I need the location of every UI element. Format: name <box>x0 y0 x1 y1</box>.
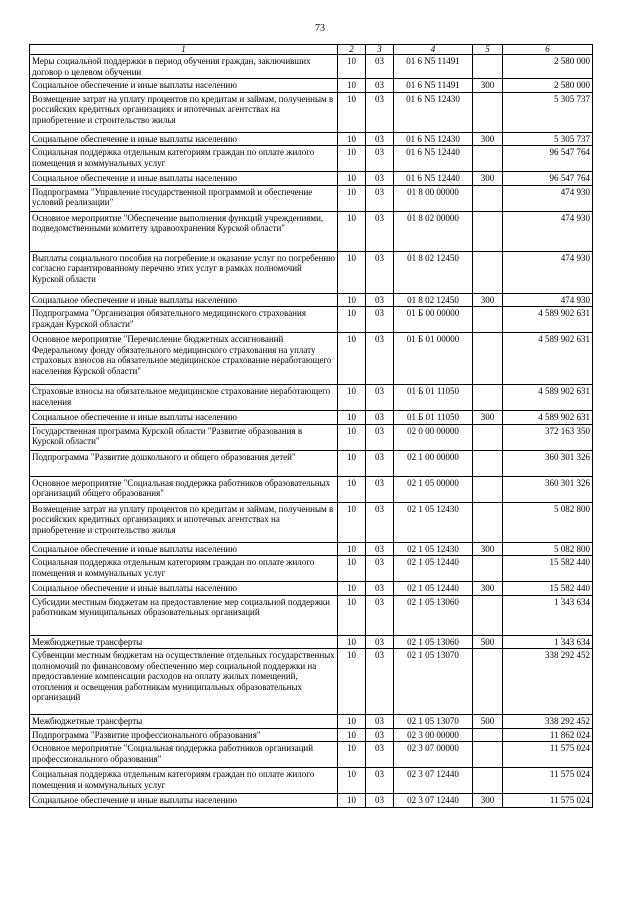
row-name: Выплаты социального пособия на погребение и оказание услуг по погребению согласно гарантированному перечню этих услуг в рамках полномочий Курской области <box>30 251 338 293</box>
row-section: 10 <box>338 742 366 768</box>
row-expense-type <box>473 307 503 333</box>
row-expense-type <box>473 385 503 411</box>
row-name: Социальное обеспечение и иные выплаты населению <box>30 172 338 186</box>
row-target-article: 02 1 05 13070 <box>394 649 473 715</box>
column-header: 6 <box>503 45 593 55</box>
row-name: Подпрограмма "Развитие профессионального образования" <box>30 728 338 742</box>
row-name: Социальное обеспечение и иные выплаты населению <box>30 293 338 307</box>
row-expense-type <box>473 211 503 251</box>
row-section: 10 <box>338 582 366 596</box>
table-row <box>30 742 593 768</box>
row-subsection: 03 <box>366 79 394 93</box>
row-subsection: 03 <box>366 715 394 729</box>
column-header: 3 <box>366 45 394 55</box>
row-name: Социальное обеспечение и иные выплаты населению <box>30 542 338 556</box>
row-subsection: 03 <box>366 450 394 476</box>
row-expense-type <box>473 92 503 132</box>
row-name: Социальное обеспечение и иные выплаты населению <box>30 582 338 596</box>
row-subsection: 03 <box>366 293 394 307</box>
row-amount: 474 930 <box>503 251 593 293</box>
row-name: Межбюджетные трансферты <box>30 715 338 729</box>
row-target-article: 02 1 05 13060 <box>394 595 473 635</box>
row-amount: 15 582 440 <box>503 556 593 582</box>
row-target-article: 01 Б 01 11050 <box>394 385 473 411</box>
table-row <box>30 582 593 596</box>
row-expense-type: 300 <box>473 794 503 808</box>
row-expense-type <box>473 450 503 476</box>
row-target-article: 02 3 00 00000 <box>394 728 473 742</box>
row-amount: 372 163 350 <box>503 424 593 450</box>
row-subsection: 03 <box>366 582 394 596</box>
row-section: 10 <box>338 79 366 93</box>
table-row <box>30 542 593 556</box>
table-row <box>30 211 593 251</box>
row-subsection: 03 <box>366 542 394 556</box>
row-section: 10 <box>338 251 366 293</box>
table-row <box>30 768 593 794</box>
table-row <box>30 556 593 582</box>
row-section: 10 <box>338 502 366 542</box>
row-name: Социальное обеспечение и иные выплаты населению <box>30 132 338 146</box>
row-target-article: 01 Б 01 11050 <box>394 411 473 425</box>
row-subsection: 03 <box>366 251 394 293</box>
row-amount: 5 305 737 <box>503 92 593 132</box>
row-name: Подпрограмма "Управление государственной программой и обеспечение условий реализации" <box>30 185 338 211</box>
table-row <box>30 649 593 715</box>
row-name: Страховые взносы на обязательное медицинское страхование неработающего населения <box>30 385 338 411</box>
row-target-article: 01 Б 00 00000 <box>394 307 473 333</box>
row-amount: 360 301 326 <box>503 476 593 502</box>
table-row <box>30 79 593 93</box>
row-section: 10 <box>338 424 366 450</box>
table-row <box>30 55 593 79</box>
row-target-article: 01 8 02 12450 <box>394 293 473 307</box>
row-expense-type: 300 <box>473 293 503 307</box>
row-expense-type <box>473 742 503 768</box>
table-row <box>30 92 593 132</box>
row-section: 10 <box>338 649 366 715</box>
row-subsection: 03 <box>366 146 394 172</box>
row-expense-type: 300 <box>473 79 503 93</box>
row-target-article: 02 1 05 12430 <box>394 542 473 556</box>
row-expense-type: 300 <box>473 172 503 186</box>
row-name: Социальная поддержка отдельным категориям граждан по оплате жилого помещения и коммунальных услуг <box>30 768 338 794</box>
row-target-article: 01 Б 01 00000 <box>394 333 473 385</box>
table-row <box>30 595 593 635</box>
table-row <box>30 794 593 808</box>
row-amount: 474 930 <box>503 293 593 307</box>
row-subsection: 03 <box>366 635 394 649</box>
page-number: 73 <box>315 23 325 34</box>
row-name: Подпрограмма "Развитие дошкольного и общего образования детей" <box>30 450 338 476</box>
row-amount: 338 292 452 <box>503 649 593 715</box>
row-target-article: 01 8 02 12450 <box>394 251 473 293</box>
column-header: 1 <box>30 45 338 55</box>
row-section: 10 <box>338 635 366 649</box>
row-name: Основное мероприятие "Обеспечение выполнения функций учреждениями, подведомственными комитету здравоохранения Курской области" <box>30 211 338 251</box>
row-name: Социальное обеспечение и иные выплаты населению <box>30 794 338 808</box>
row-section: 10 <box>338 542 366 556</box>
row-amount: 474 930 <box>503 211 593 251</box>
row-section: 10 <box>338 768 366 794</box>
row-amount: 96 547 764 <box>503 172 593 186</box>
column-header: 4 <box>394 45 473 55</box>
row-target-article: 01 8 02 00000 <box>394 211 473 251</box>
row-amount: 1 343 634 <box>503 595 593 635</box>
row-name: Основное мероприятие "Социальная поддержка работников организаций профессионального образования" <box>30 742 338 768</box>
row-subsection: 03 <box>366 728 394 742</box>
row-amount: 4 589 902 631 <box>503 385 593 411</box>
row-subsection: 03 <box>366 132 394 146</box>
row-name: Социальная поддержка отдельным категориям граждан по оплате жилого помещения и коммунальных услуг <box>30 146 338 172</box>
table-row <box>30 132 593 146</box>
row-section: 10 <box>338 307 366 333</box>
row-amount: 5 305 737 <box>503 132 593 146</box>
row-expense-type <box>473 502 503 542</box>
row-target-article: 01 6 N5 12440 <box>394 172 473 186</box>
row-target-article: 02 0 00 00000 <box>394 424 473 450</box>
row-subsection: 03 <box>366 307 394 333</box>
row-target-article: 01 6 N5 12430 <box>394 132 473 146</box>
row-expense-type <box>473 185 503 211</box>
row-name: Основное мероприятие "Перечисление бюджетных ассигнований Федеральному фонду обязательного медицинского страхования на уплату страховых взносов на обязательное медицинское страхование неработающего населения Курской области" <box>30 333 338 385</box>
row-section: 10 <box>338 476 366 502</box>
row-amount: 15 582 440 <box>503 582 593 596</box>
row-amount: 11 575 024 <box>503 768 593 794</box>
row-subsection: 03 <box>366 185 394 211</box>
row-amount: 4 589 902 631 <box>503 411 593 425</box>
column-header: 5 <box>473 45 503 55</box>
row-section: 10 <box>338 333 366 385</box>
row-subsection: 03 <box>366 424 394 450</box>
row-subsection: 03 <box>366 742 394 768</box>
row-amount: 4 589 902 631 <box>503 307 593 333</box>
row-amount: 5 082 800 <box>503 542 593 556</box>
row-amount: 96 547 764 <box>503 146 593 172</box>
row-name: Основное мероприятие "Социальная поддержка работников образовательных организаций общего образования" <box>30 476 338 502</box>
row-target-article: 02 1 05 13070 <box>394 715 473 729</box>
row-name: Межбюджетные трансферты <box>30 635 338 649</box>
row-name: Возмещение затрат на уплату процентов по кредитам и займам, полученным в российских кредитных организациях и ипотечных агентствах на приобретение и строительство жилья <box>30 502 338 542</box>
row-section: 10 <box>338 92 366 132</box>
table-row <box>30 172 593 186</box>
row-subsection: 03 <box>366 768 394 794</box>
row-amount: 11 575 024 <box>503 794 593 808</box>
row-amount: 360 301 326 <box>503 450 593 476</box>
row-section: 10 <box>338 132 366 146</box>
table-row <box>30 450 593 476</box>
table-row <box>30 715 593 729</box>
row-expense-type <box>473 768 503 794</box>
row-name: Социальное обеспечение и иные выплаты населению <box>30 79 338 93</box>
table-row <box>30 502 593 542</box>
row-section: 10 <box>338 385 366 411</box>
row-expense-type: 300 <box>473 411 503 425</box>
row-expense-type: 300 <box>473 542 503 556</box>
row-target-article: 01 6 N5 12440 <box>394 146 473 172</box>
row-target-article: 02 3 07 00000 <box>394 742 473 768</box>
row-subsection: 03 <box>366 556 394 582</box>
table-row <box>30 146 593 172</box>
row-subsection: 03 <box>366 411 394 425</box>
row-subsection: 03 <box>366 385 394 411</box>
row-subsection: 03 <box>366 333 394 385</box>
row-section: 10 <box>338 211 366 251</box>
table-row <box>30 411 593 425</box>
row-subsection: 03 <box>366 92 394 132</box>
row-target-article: 02 1 00 00000 <box>394 450 473 476</box>
row-subsection: 03 <box>366 502 394 542</box>
row-target-article: 01 6 N5 11491 <box>394 79 473 93</box>
row-section: 10 <box>338 293 366 307</box>
header-row <box>30 45 593 55</box>
row-amount: 2 580 000 <box>503 79 593 93</box>
row-name: Субвенции местным бюджетам на осуществление отдельных государственных полномочий по финансовому обеспечению мер социальной поддержки на предоставление компенсации расходов на оплату жилых помещений, отопления и освещения работникам муниципальных образовательных организаций <box>30 649 338 715</box>
row-target-article: 02 1 05 12440 <box>394 556 473 582</box>
row-expense-type: 500 <box>473 715 503 729</box>
row-target-article: 01 8 00 00000 <box>394 185 473 211</box>
row-section: 10 <box>338 55 366 79</box>
row-name: Меры социальной поддержки в период обучения граждан, заключивших договор о целевом обучении <box>30 55 338 79</box>
row-section: 10 <box>338 185 366 211</box>
row-expense-type <box>473 649 503 715</box>
row-name: Подпрограмма "Организация обязательного медицинского страхования граждан Курской области" <box>30 307 338 333</box>
row-subsection: 03 <box>366 476 394 502</box>
row-amount: 1 343 634 <box>503 635 593 649</box>
row-subsection: 03 <box>366 595 394 635</box>
row-expense-type <box>473 595 503 635</box>
row-target-article: 02 3 07 12440 <box>394 768 473 794</box>
row-subsection: 03 <box>366 55 394 79</box>
row-section: 10 <box>338 794 366 808</box>
row-amount: 5 082 800 <box>503 502 593 542</box>
row-section: 10 <box>338 595 366 635</box>
table-row <box>30 476 593 502</box>
row-expense-type <box>473 556 503 582</box>
table-row <box>30 251 593 293</box>
row-section: 10 <box>338 411 366 425</box>
row-expense-type <box>473 476 503 502</box>
row-expense-type: 300 <box>473 582 503 596</box>
row-target-article: 02 1 05 12440 <box>394 582 473 596</box>
row-target-article: 02 1 05 13060 <box>394 635 473 649</box>
row-target-article: 02 3 07 12440 <box>394 794 473 808</box>
row-name: Субсидии местным бюджетам на предоставление мер социальной поддержки работникам муниципальных образовательных организаций <box>30 595 338 635</box>
row-expense-type <box>473 424 503 450</box>
row-expense-type: 300 <box>473 132 503 146</box>
row-subsection: 03 <box>366 794 394 808</box>
row-subsection: 03 <box>366 172 394 186</box>
budget-table <box>29 44 593 808</box>
row-name: Социальное обеспечение и иные выплаты населению <box>30 411 338 425</box>
row-target-article: 02 1 05 00000 <box>394 476 473 502</box>
table-row <box>30 728 593 742</box>
row-target-article: 01 6 N5 11491 <box>394 55 473 79</box>
row-expense-type <box>473 251 503 293</box>
row-expense-type <box>473 333 503 385</box>
row-subsection: 03 <box>366 211 394 251</box>
row-amount: 338 292 452 <box>503 715 593 729</box>
row-section: 10 <box>338 556 366 582</box>
table-body <box>30 55 593 808</box>
row-amount: 2 580 000 <box>503 55 593 79</box>
row-name: Государственная программа Курской области "Развитие образования в Курской области" <box>30 424 338 450</box>
row-section: 10 <box>338 450 366 476</box>
row-subsection: 03 <box>366 649 394 715</box>
table-row <box>30 333 593 385</box>
row-amount: 11 862 024 <box>503 728 593 742</box>
row-expense-type: 500 <box>473 635 503 649</box>
row-amount: 474 930 <box>503 185 593 211</box>
row-expense-type <box>473 728 503 742</box>
row-section: 10 <box>338 172 366 186</box>
row-name: Социальная поддержка отдельным категориям граждан по оплате жилого помещения и коммунальных услуг <box>30 556 338 582</box>
table-row <box>30 293 593 307</box>
row-amount: 11 575 024 <box>503 742 593 768</box>
table-row <box>30 385 593 411</box>
row-section: 10 <box>338 728 366 742</box>
row-section: 10 <box>338 715 366 729</box>
table-row <box>30 307 593 333</box>
table-row <box>30 185 593 211</box>
row-expense-type <box>473 146 503 172</box>
row-target-article: 02 1 05 12430 <box>394 502 473 542</box>
table-row <box>30 635 593 649</box>
row-amount: 4 589 902 631 <box>503 333 593 385</box>
column-header: 2 <box>338 45 366 55</box>
row-name: Возмещение затрат на уплату процентов по кредитам и займам, полученным в российских кредитных организациях и ипотечных агентствах на приобретение и строительство жилья <box>30 92 338 132</box>
table-row <box>30 424 593 450</box>
row-section: 10 <box>338 146 366 172</box>
row-expense-type <box>473 55 503 79</box>
row-target-article: 01 6 N5 12430 <box>394 92 473 132</box>
